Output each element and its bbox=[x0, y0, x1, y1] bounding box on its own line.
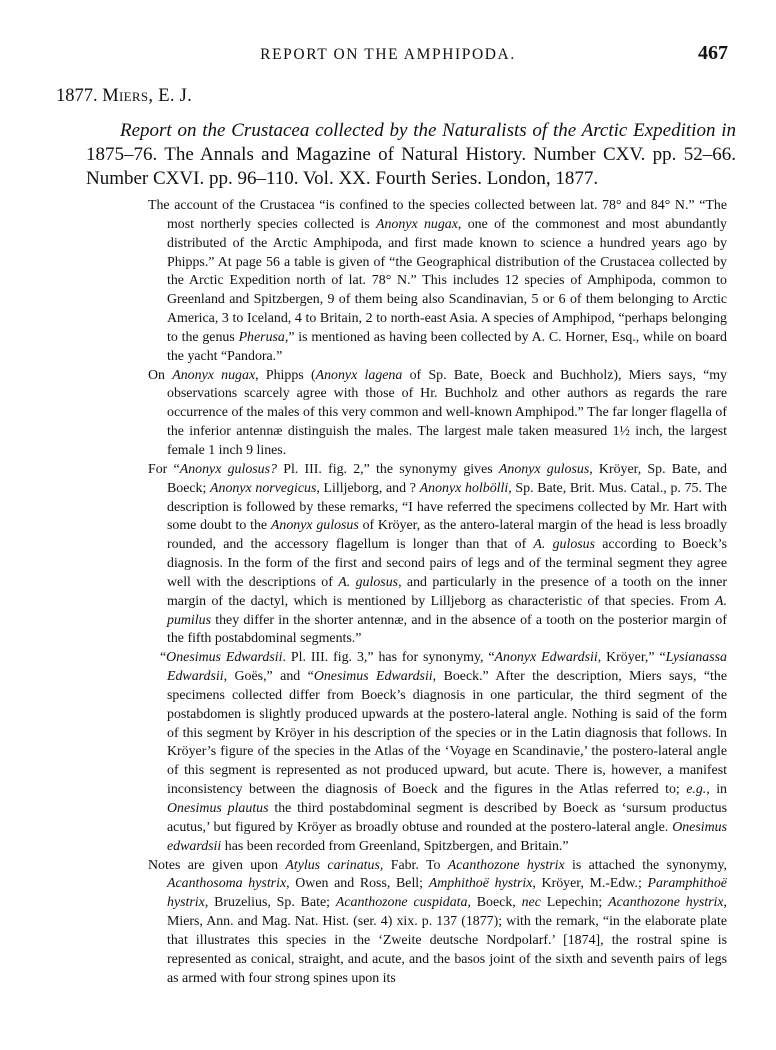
italic-run: Onesimus edwardsii bbox=[167, 819, 727, 854]
text-run: On bbox=[148, 367, 173, 383]
italic-run: A. gulosus bbox=[533, 537, 596, 553]
text-run: , Boeck.” After the description, Miers says, “the specimens collected differ from Boeck’s diagnosis in one particular, the third segment of the postabdomen is slightly produced upwards at the postero-lateral angle. Nothing is said of the form of this segment by Kröyer in his description of the species or in the Latin diagnosis that follows. In Kröyer’s figure of the species in the Atlas of the ‘Voyage en Scandinavie,’ the postero-lateral angle of this segment is represented as not produced upward, but acute. There is, however, a manifest inconsistency between the diagnosis of Boeck and the figures in the Atlas referred to; bbox=[167, 669, 727, 798]
italic-run: Acanthosoma hystrix bbox=[167, 876, 287, 892]
italic-run: Anonyx nugax bbox=[172, 367, 256, 383]
text-run: , Fabr. To bbox=[379, 857, 448, 873]
text-run: “ bbox=[160, 650, 167, 666]
citation-details: 1875–76. The Annals and Magazine of Natural History. Number CXV. pp. 52–66. Number CXVI. pp. 96–110. Vol. XX. Fourth Series. London, 1877. bbox=[86, 144, 736, 189]
italic-run: Acanthozone hystrix bbox=[447, 857, 565, 873]
text-run: , Bruzelius, Sp. Bate; bbox=[204, 895, 336, 911]
text-run: Lepechin; bbox=[540, 895, 609, 911]
text-run: , Phipps ( bbox=[255, 367, 316, 383]
citation bbox=[86, 119, 736, 191]
text-run: according to Boeck’s diagnosis. In the form of the first and second pairs of legs and of the terminal segment they agree well with the descriptions of bbox=[167, 537, 727, 590]
text-run: , one of the commonest and most abundantly distributed of the Arctic Amphipoda, and first made known to science a hundred years ago by Phipps.” At page 56 a table is given of “the Geographical distribution of the Crustacea collected by the Arctic Expedition north of lat. 78° N.” This includes 12 species of Amphipoda, common to Greenland and Spitzbergen, 9 of them being also Scandinavian, 5 or 6 of them belonging to Arctic America, 3 to Iceland, 4 to Britain, 2 to north-east Asia. A species of Amphipod, “perhaps belonging to the genus bbox=[167, 216, 727, 345]
italic-run: Pherusa bbox=[238, 329, 285, 345]
text-run: Notes are given upon bbox=[148, 857, 286, 873]
italic-run: Anonyx lagena bbox=[315, 367, 403, 383]
italic-run: Acanthozone cuspidata bbox=[335, 895, 468, 911]
text-run: , Goës,” and “ bbox=[223, 669, 314, 685]
italic-run: Atylus carinatus bbox=[285, 857, 380, 873]
italic-run: Acanthozone hystrix bbox=[608, 895, 724, 911]
italic-run: Paramphithoë hystrix bbox=[167, 876, 727, 911]
italic-run: Anonyx gulosus bbox=[270, 518, 359, 534]
text-run: , Owen and Ross, Bell; bbox=[286, 876, 429, 892]
entry-author: Miers, E. J. bbox=[102, 86, 193, 106]
text-run: ,” is mentioned as having been collected by A. C. Horner, Esq., while on board the yacht “Pandora.” bbox=[167, 329, 727, 364]
text-run: , in bbox=[706, 782, 728, 798]
text-run: of Kröyer, as the antero-lateral margin of the head is less broadly rounded, and the accessory flagellum is longer than that of bbox=[167, 518, 727, 553]
text-run: , Kröyer, Sp. Bate, and Boeck; bbox=[167, 461, 728, 496]
text-run: is attached the synonymy, bbox=[564, 857, 727, 873]
italic-run: Onesimus plautus bbox=[167, 801, 269, 816]
italic-run: Onesimus Edwardsii bbox=[166, 650, 283, 666]
italic-run: Lysianassa Edwardsii bbox=[167, 650, 727, 685]
text-run: , Sp. Bate, Brit. Mus. Catal., p. 75. The description is followed by these remarks, “I have referred the specimens collected by Mr. Hart with some doubt to the bbox=[167, 480, 728, 534]
italic-run: Amphithoë hystrix bbox=[428, 876, 533, 892]
italic-run: A. gulosus bbox=[338, 574, 399, 590]
text-run: , Boeck, bbox=[467, 895, 522, 911]
page-number: 467 bbox=[698, 42, 728, 64]
citation-title: Report on the Crustacea collected by the Naturalists of the Arctic Expedition in bbox=[120, 120, 736, 141]
text-run: has been recorded from Greenland, Spitzbergen, and Britain.” bbox=[221, 838, 569, 854]
italic-run: Onesimus Edwardsii bbox=[313, 669, 433, 685]
text-run: . Pl. III. fig. 3,” has for synonymy, “ bbox=[282, 650, 495, 666]
paragraph bbox=[148, 197, 727, 367]
paragraph bbox=[148, 461, 727, 649]
italic-run: Anonyx holbölli bbox=[419, 480, 509, 496]
entry-year: 1877. bbox=[56, 86, 98, 106]
text-run: the third postabdominal segment is described by Boeck as ‘sursum productus acutus,’ but figured by Kröyer as broadly obtuse and rounded at the postero-lateral angle. bbox=[167, 801, 727, 835]
italic-run: e.g. bbox=[686, 782, 707, 798]
paragraph bbox=[148, 649, 727, 856]
text-run: they differ in the shorter antennæ, and in the absence of a tooth on the posterior margin of the fifth postabdominal segments.” bbox=[167, 612, 727, 647]
italic-run: A. pumilus bbox=[167, 593, 727, 628]
text-run: , Lilljeborg, and ? bbox=[316, 480, 420, 496]
paragraph bbox=[148, 857, 727, 989]
italic-run: Anonyx gulosus bbox=[498, 461, 590, 477]
italic-run: Anonyx Edwardsii bbox=[494, 650, 598, 666]
body-text bbox=[148, 197, 727, 988]
italic-run: Anonyx gulosus? bbox=[179, 461, 277, 477]
text-run: of Sp. Bate, Boeck and Buchholz), Miers says, “my observations scarcely agree with those of Hr. Buchholz and other authors as regards the rare occurrence of the males of this very common and well-known Amphipod.” The far longer flagella of the inferior antennæ distinguish the males. The largest male taken measured 1½ inch, the largest female 1 inch 9 lines. bbox=[167, 367, 727, 458]
italic-run: Anonyx nugax bbox=[376, 216, 458, 232]
text-run: , and particularly in the presence of a tooth on the inner margin of the dactyl, which is mentioned by Lilljeborg as characteristic of that species. From bbox=[167, 574, 727, 609]
text-run: , Miers, Ann. and Mag. Nat. Hist. (ser. 4) xix. p. 137 (1877); with the remark, “in the elaborate plate that illustrates this species in the ‘Zweite deutsche Nordpolarf.’ [1874], the rostral spine is represented as conical, straight, and acute, and the basos joint of the sixth and seventh pairs of legs as armed with four strong spines upon its bbox=[167, 895, 727, 986]
text-run: Pl. III. fig. 2,” the synonymy gives bbox=[276, 461, 499, 477]
text-run: The account of the Crustacea “is confined to the species collected between lat. 78° and 84° N.” “The most northerly species collected is bbox=[148, 198, 727, 232]
entry-heading bbox=[56, 86, 192, 107]
italic-run: Anonyx norvegicus bbox=[210, 480, 317, 496]
paragraph bbox=[148, 367, 727, 461]
italic-run: nec bbox=[521, 895, 541, 911]
text-run: For “ bbox=[148, 461, 180, 477]
text-run: , Kröyer,” “ bbox=[597, 650, 666, 666]
running-head: REPORT ON THE AMPHIPODA. bbox=[260, 46, 516, 63]
text-run: , Kröyer, M.-Edw.; bbox=[532, 876, 648, 892]
